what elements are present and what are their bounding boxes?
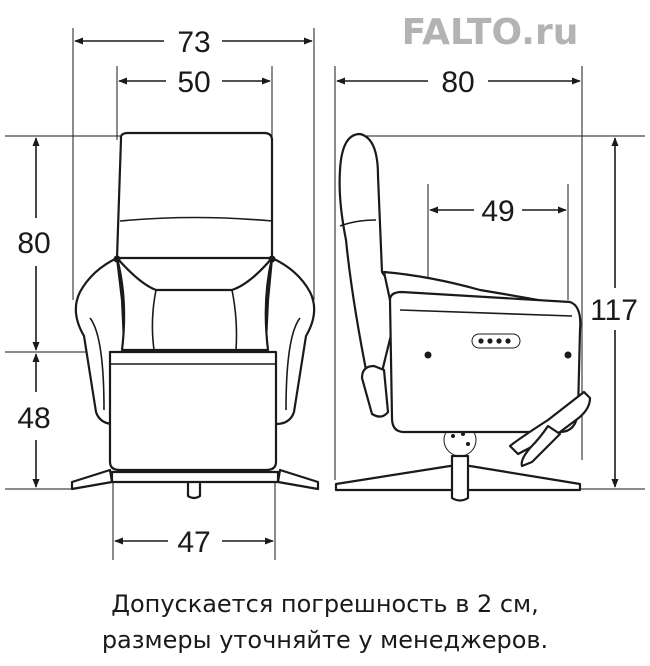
dimension-seat-depth — [430, 195, 566, 228]
label-back-height: 80 — [17, 227, 51, 260]
disclaimer-line-2: размеры уточняйте у менеджеров. — [101, 626, 549, 654]
brand-logo: FALTO.ru — [401, 12, 579, 53]
label-depth: 80 — [441, 66, 475, 99]
disclaimer-caption — [0, 586, 650, 658]
label-total-height: 117 — [590, 294, 638, 327]
chair-side-illustration — [336, 134, 590, 501]
dimension-total-height — [590, 138, 638, 487]
dimension-seat-height — [17, 354, 50, 487]
label-seat-depth: 49 — [481, 195, 515, 228]
dimension-back-width — [119, 66, 270, 99]
dimension-seat-width — [115, 526, 273, 559]
front-view — [5, 26, 318, 560]
label-seat-width: 47 — [177, 526, 211, 559]
dimension-front-overall-width — [75, 26, 312, 59]
chair-front-illustration — [72, 133, 318, 498]
label-seat-height: 48 — [17, 402, 51, 435]
label-front-overall-width: 73 — [177, 26, 211, 59]
dimension-back-height — [17, 138, 50, 350]
disclaimer-line-1: Допускается погрешность в 2 см, — [111, 590, 539, 618]
dimension-depth — [337, 66, 580, 99]
label-back-width: 50 — [177, 66, 211, 99]
side-view — [335, 66, 645, 501]
